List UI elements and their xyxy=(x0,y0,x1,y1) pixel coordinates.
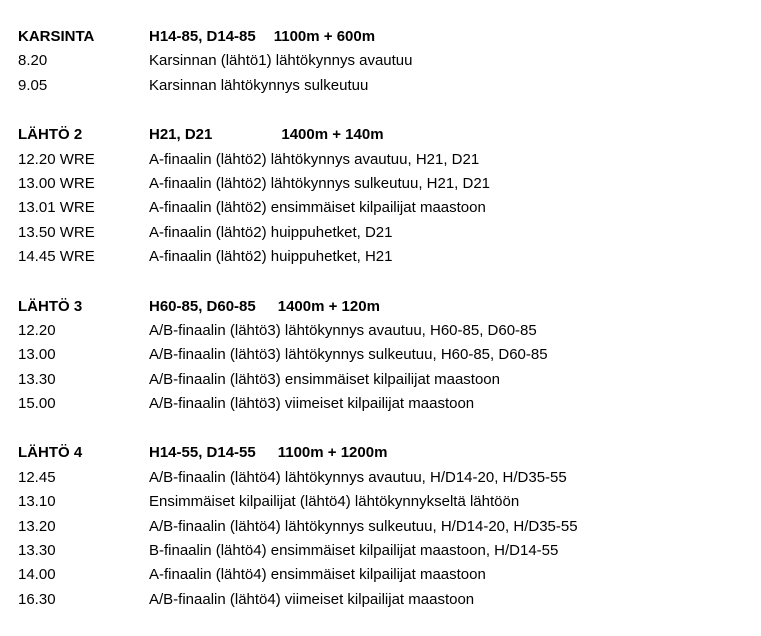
section-distance: 1100m + 600m xyxy=(273,28,376,45)
schedule-row xyxy=(18,148,761,172)
schedule-row xyxy=(18,74,761,98)
schedule-row xyxy=(18,49,761,73)
row-text: Karsinnan lähtökynnys sulkeutuu xyxy=(149,76,369,94)
schedule-section-lahto-3 xyxy=(18,295,761,417)
row-text: A/B-finaalin (lähtö4) lähtökynnys sulkeutuu, H/D14-20, H/D35-55 xyxy=(149,517,578,535)
schedule-section-lahto-2 xyxy=(18,123,761,269)
row-time: 13.00 WRE xyxy=(18,174,95,192)
row-time: 14.00 xyxy=(18,566,56,584)
schedule-row xyxy=(18,343,761,367)
row-time: 15.00 xyxy=(18,395,56,413)
schedule-row xyxy=(18,221,761,245)
schedule-row xyxy=(18,196,761,220)
row-text: A/B-finaalin (lähtö3) lähtökynnys avautuu, H60-85, D60-85 xyxy=(149,321,537,339)
row-text: A-finaalin (lähtö2) huippuhetket, H21 xyxy=(149,248,393,266)
section-title: KARSINTA xyxy=(18,28,95,45)
schedule-section-karsinta xyxy=(18,25,761,98)
section-classes: H21, D21 xyxy=(149,126,213,144)
row-time: 13.00 xyxy=(18,346,56,364)
section-title: LÄHTÖ 2 xyxy=(18,126,83,144)
schedule-row xyxy=(18,245,761,269)
row-time: 13.01 WRE xyxy=(18,199,95,217)
row-text: A/B-finaalin (lähtö3) lähtökynnys sulkeutuu, H60-85, D60-85 xyxy=(149,346,548,364)
row-time: 13.30 xyxy=(18,542,56,560)
row-text: A-finaalin (lähtö2) huippuhetket, D21 xyxy=(149,223,393,241)
row-time: 16.30 xyxy=(18,590,56,608)
row-text: A/B-finaalin (lähtö4) lähtökynnys avautuu, H/D14-20, H/D35-55 xyxy=(149,468,567,486)
section-title: LÄHTÖ 3 xyxy=(18,297,83,315)
row-text: A/B-finaalin (lähtö4) viimeiset kilpailijat maastoon xyxy=(149,590,475,608)
section-header xyxy=(18,123,761,147)
row-text: A-finaalin (lähtö2) lähtökynnys avautuu, H21, D21 xyxy=(149,150,480,168)
row-text: Ensimmäiset kilpailijat (lähtö4) lähtökynnykseltä lähtöön xyxy=(149,493,520,511)
schedule-row xyxy=(18,588,761,612)
row-time: 14.45 WRE xyxy=(18,248,95,266)
schedule-row xyxy=(18,172,761,196)
schedule-row xyxy=(18,490,761,514)
row-text: Karsinnan (lähtö1) lähtökynnys avautuu xyxy=(149,52,413,70)
row-text: A/B-finaalin (lähtö3) viimeiset kilpailijat maastoon xyxy=(149,395,475,413)
section-header xyxy=(18,25,761,49)
section-distance: 1400m + 140m xyxy=(281,126,384,144)
schedule-row xyxy=(18,515,761,539)
section-distance: 1100m + 1200m xyxy=(277,444,388,462)
section-classes: H14-55, D14-55 xyxy=(149,444,256,462)
row-time: 13.30 xyxy=(18,370,56,388)
schedule-row xyxy=(18,563,761,587)
schedule-row xyxy=(18,392,761,416)
schedule-section-lahto-4 xyxy=(18,441,761,612)
section-header xyxy=(18,295,761,319)
row-time: 13.20 xyxy=(18,517,56,535)
row-time: 12.20 xyxy=(18,321,56,339)
row-text: A-finaalin (lähtö4) ensimmäiset kilpailijat maastoon xyxy=(149,566,486,584)
row-time: 9.05 xyxy=(18,76,48,94)
row-time: 13.50 WRE xyxy=(18,223,95,241)
section-classes: H60-85, D60-85 xyxy=(149,297,256,315)
row-text: B-finaalin (lähtö4) ensimmäiset kilpailijat maastoon, H/D14-55 xyxy=(149,542,559,560)
row-text: A-finaalin (lähtö2) lähtökynnys sulkeutuu, H21, D21 xyxy=(149,174,491,192)
section-title: LÄHTÖ 4 xyxy=(18,444,83,462)
row-time: 13.10 xyxy=(18,493,56,511)
row-text: A/B-finaalin (lähtö3) ensimmäiset kilpailijat maastoon xyxy=(149,370,500,388)
row-time: 12.45 xyxy=(18,468,56,486)
section-classes: H14-85, D14-85 xyxy=(149,28,256,45)
row-time: 12.20 WRE xyxy=(18,150,95,168)
schedule-row xyxy=(18,539,761,563)
schedule-row xyxy=(18,319,761,343)
section-header xyxy=(18,441,761,465)
row-text: A-finaalin (lähtö2) ensimmäiset kilpailijat maastoon xyxy=(149,199,486,217)
row-time: 8.20 xyxy=(18,52,48,70)
schedule-row xyxy=(18,368,761,392)
section-distance: 1400m + 120m xyxy=(277,297,380,315)
schedule-row xyxy=(18,466,761,490)
